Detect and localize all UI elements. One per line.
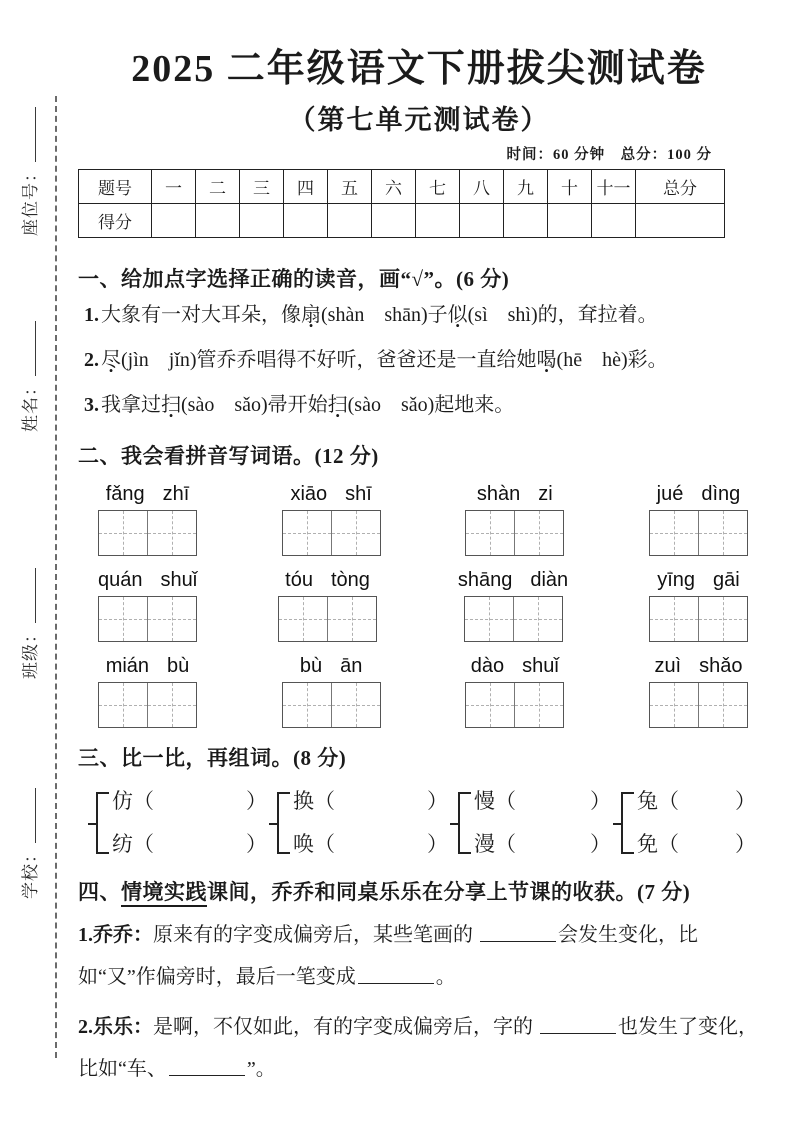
seat-number-label: 座位号： <box>21 164 40 236</box>
pinyin-syllable: bù <box>167 654 190 677</box>
score-cell[interactable] <box>592 203 636 237</box>
pinyin-label <box>285 569 370 592</box>
writing-cell[interactable] <box>99 511 147 555</box>
text-run: (sào sǎo)帚开始 <box>181 393 328 416</box>
pinyin-syllable: tòng <box>330 568 370 591</box>
compare-character: 漫 <box>474 831 495 856</box>
question-number: 1. <box>84 303 99 326</box>
answer-blank[interactable] <box>540 1030 616 1034</box>
pinyin-syllable: xiāo <box>290 482 328 505</box>
text-run: 会发生变化，比如“又”作偏旁时，最后一笔变成 <box>78 924 698 989</box>
pinyin-word-group <box>465 655 564 728</box>
writing-cell[interactable] <box>650 511 698 555</box>
answer-blank[interactable] <box>480 938 556 942</box>
writing-cell[interactable] <box>331 511 380 555</box>
fold-dashed-line <box>55 96 57 1058</box>
text-run: (shàn shān)子 <box>321 303 448 326</box>
text-run: 课间，乔乔和同桌乐乐在分享上节课的收获。(7 分) <box>207 880 691 905</box>
score-table-col-header: 四 <box>284 169 328 203</box>
answer-space[interactable] <box>516 844 590 845</box>
pinyin-label <box>657 483 741 506</box>
character-writing-grid <box>465 682 564 728</box>
pinyin-word-group <box>649 569 748 642</box>
answer-space[interactable] <box>679 844 735 845</box>
writing-cell[interactable] <box>99 683 147 727</box>
paper-content <box>78 0 760 1090</box>
exam-time-score-info: 时间：60 分钟 总分：100 分 <box>506 146 712 163</box>
writing-cell[interactable] <box>147 683 196 727</box>
question-item <box>84 338 760 383</box>
answer-blank[interactable] <box>358 980 434 984</box>
paren-open: （ <box>658 831 679 856</box>
answer-space[interactable] <box>516 801 590 802</box>
paren-open: （ <box>314 831 335 856</box>
section-3-groups <box>88 788 756 859</box>
score-table-col-header: 一 <box>152 169 196 203</box>
writing-cell[interactable] <box>650 683 698 727</box>
score-cell[interactable] <box>196 203 240 237</box>
score-cell[interactable] <box>372 203 416 237</box>
dialogue-item <box>78 1006 760 1090</box>
pinyin-syllable: diàn <box>530 568 569 591</box>
school-field <box>16 788 41 899</box>
writing-cell[interactable] <box>698 683 747 727</box>
pinyin-label <box>290 483 371 506</box>
student-name-write-line[interactable] <box>31 321 36 376</box>
dotted-character: 扫 <box>327 393 348 416</box>
section-3-compare-words <box>78 742 760 859</box>
compare-word-row <box>637 788 756 815</box>
pinyin-syllable: shàn <box>476 482 521 505</box>
pinyin-label <box>458 569 568 592</box>
left-brace <box>96 792 109 855</box>
character-writing-grid <box>464 596 563 642</box>
seat-number-write-line[interactable] <box>31 107 36 162</box>
writing-cell[interactable] <box>466 511 514 555</box>
character-writing-grid <box>278 596 377 642</box>
writing-cell[interactable] <box>147 511 196 555</box>
pinyin-grid-row <box>98 655 748 728</box>
dialogue-item <box>78 914 760 998</box>
paren-open: （ <box>314 788 335 813</box>
text-run: 。 <box>435 966 456 989</box>
pinyin-syllable: shāng <box>457 568 513 591</box>
answer-space[interactable] <box>335 801 427 802</box>
writing-cell[interactable] <box>283 511 331 555</box>
pinyin-syllable: gāi <box>713 568 740 591</box>
writing-cell[interactable] <box>513 597 562 641</box>
text-run: (hē hè)彩。 <box>556 348 668 371</box>
answer-space[interactable] <box>154 801 246 802</box>
pinyin-syllable: zuì <box>654 654 682 677</box>
left-brace <box>458 792 471 855</box>
paren-open: （ <box>133 788 154 813</box>
compare-character: 免 <box>637 831 658 856</box>
pinyin-syllable: shī <box>345 482 372 505</box>
dotted-character: 似 <box>447 303 468 326</box>
score-cell[interactable] <box>548 203 592 237</box>
compare-word-column <box>637 788 756 859</box>
compare-word-row <box>474 831 611 858</box>
score-table-col-header: 七 <box>416 169 460 203</box>
character-writing-grid <box>649 682 748 728</box>
pinyin-syllable: ān <box>340 654 363 677</box>
student-name-label: 姓名： <box>21 378 40 432</box>
character-writing-grid <box>649 596 748 642</box>
section-2-pinyin-writing <box>78 440 760 728</box>
character-writing-grid <box>98 682 197 728</box>
writing-cell[interactable] <box>466 683 514 727</box>
compare-word-row <box>474 788 611 815</box>
score-table-header-row <box>79 169 725 203</box>
compare-character: 换 <box>293 788 314 813</box>
pinyin-word-group <box>458 569 568 642</box>
score-cell[interactable] <box>284 203 328 237</box>
text-run: 也发生了变化，比如“车、 <box>78 1016 758 1081</box>
pinyin-syllable: zi <box>538 482 553 505</box>
seat-number-field <box>16 107 41 236</box>
compare-word-column <box>112 788 267 859</box>
score-cell[interactable] <box>240 203 284 237</box>
speaker-name: 2.乐乐： <box>78 1016 153 1039</box>
pinyin-syllable: dìng <box>701 482 741 505</box>
pinyin-label <box>106 483 190 506</box>
section-4-items <box>78 914 760 1090</box>
character-writing-grid <box>649 510 748 556</box>
pinyin-syllable: shuǐ <box>160 568 198 591</box>
score-table-col-header: 六 <box>372 169 416 203</box>
paren-close: ） <box>246 831 267 856</box>
paren-close: ） <box>590 831 611 856</box>
pinyin-word-group <box>649 483 748 556</box>
paren-close: ） <box>590 788 611 813</box>
score-table-col-header: 十一 <box>592 169 636 203</box>
class-field <box>16 568 41 679</box>
question-number-label: 题号 <box>79 169 152 203</box>
score-label: 得分 <box>79 203 152 237</box>
compare-word-row <box>637 831 756 858</box>
character-writing-grid <box>98 596 197 642</box>
paren-close: ） <box>735 831 756 856</box>
writing-cell[interactable] <box>465 597 513 641</box>
writing-cell[interactable] <box>147 597 196 641</box>
dotted-character: 尽 <box>101 348 121 371</box>
writing-cell[interactable] <box>283 683 331 727</box>
dotted-character: 扇 <box>301 303 321 326</box>
answer-space[interactable] <box>154 844 246 845</box>
pinyin-label <box>106 655 190 678</box>
section-4-heading <box>78 876 760 906</box>
compare-character: 慢 <box>474 788 495 813</box>
score-table-col-header: 二 <box>196 169 240 203</box>
compare-word-row <box>293 831 448 858</box>
question-item <box>84 383 760 428</box>
pinyin-syllable: shǎo <box>699 654 743 677</box>
pinyin-label <box>471 655 559 678</box>
compare-word-group <box>613 788 756 859</box>
section-1-heading: 一、给加点字选择正确的读音，画“√”。(6 分) <box>78 266 510 291</box>
score-cell[interactable] <box>152 203 196 237</box>
paren-close: ） <box>735 788 756 813</box>
compare-word-row <box>112 831 267 858</box>
score-cell[interactable] <box>636 203 725 237</box>
compare-word-column <box>474 788 611 859</box>
compare-character: 唤 <box>293 831 314 856</box>
score-table-col-header: 五 <box>328 169 372 203</box>
paren-close: ） <box>246 788 267 813</box>
pinyin-syllable: bù <box>299 654 323 677</box>
text-run: ”。 <box>246 1058 276 1081</box>
pinyin-syllable: yīng <box>657 568 696 591</box>
speaker-name: 1.乔乔： <box>78 924 153 947</box>
answer-blank[interactable] <box>169 1072 245 1076</box>
writing-cell[interactable] <box>698 511 747 555</box>
pinyin-syllable: dào <box>470 654 505 677</box>
pinyin-word-group <box>465 483 564 556</box>
left-brace <box>277 792 290 855</box>
pinyin-label <box>477 483 553 506</box>
pinyin-syllable: mián <box>105 654 150 677</box>
pinyin-label <box>657 569 740 592</box>
answer-space[interactable] <box>679 801 735 802</box>
section-3-heading: 三、比一比，再组词。(8 分) <box>78 745 347 770</box>
compare-character: 仿 <box>112 788 133 813</box>
writing-cell[interactable] <box>279 597 327 641</box>
text-run: (jìn jǐn)管乔乔唱得不好听，爸爸还是一直给她 <box>121 348 537 371</box>
character-writing-grid <box>282 510 381 556</box>
section-1-pronunciation <box>78 263 760 428</box>
writing-cell[interactable] <box>331 683 380 727</box>
pinyin-syllable: jué <box>656 482 684 505</box>
left-brace <box>621 792 634 855</box>
text-run: 四、 <box>78 880 121 905</box>
pinyin-syllable: fǎng <box>105 482 145 505</box>
pinyin-grid-row <box>98 569 748 642</box>
compare-word-group <box>269 788 448 859</box>
score-table-col-header: 九 <box>504 169 548 203</box>
pinyin-word-group <box>278 569 377 642</box>
school-write-line[interactable] <box>31 788 36 843</box>
school-label: 学校： <box>21 845 40 899</box>
paren-close: ） <box>427 831 448 856</box>
text-run: 是啊，不仅如此，有的字变成偏旁后，字的 <box>153 1016 538 1039</box>
class-label: 班级： <box>21 625 40 679</box>
compare-word-row <box>293 788 448 815</box>
compare-word-group <box>450 788 611 859</box>
paren-close: ） <box>427 788 448 813</box>
score-table-col-header: 总分 <box>636 169 725 203</box>
section-4-situation-practice <box>78 876 760 1090</box>
writing-cell[interactable] <box>514 511 563 555</box>
score-cell[interactable] <box>416 203 460 237</box>
compare-word-row <box>112 788 267 815</box>
pinyin-label <box>300 655 363 678</box>
score-table <box>78 169 725 238</box>
question-number: 2. <box>84 348 99 371</box>
text-run: (sào sǎo)起地来。 <box>347 393 515 416</box>
pinyin-label <box>654 655 742 678</box>
writing-cell[interactable] <box>514 683 563 727</box>
text-run: (sì shì)的，耷拉着。 <box>467 303 658 326</box>
writing-cell[interactable] <box>650 597 698 641</box>
dotted-character: 扫 <box>161 393 181 416</box>
writing-cell[interactable] <box>327 597 376 641</box>
section-2-grid-rows <box>78 483 760 728</box>
text-run: 原来有的字变成偏旁后，某些笔画的 <box>153 924 478 947</box>
student-name-field <box>16 321 41 432</box>
paren-open: （ <box>495 788 516 813</box>
score-cell[interactable] <box>460 203 504 237</box>
compare-character: 纺 <box>112 831 133 856</box>
score-cell[interactable] <box>504 203 548 237</box>
compare-word-column <box>293 788 448 859</box>
pinyin-grid-row <box>98 483 748 556</box>
score-table-col-header: 十 <box>548 169 592 203</box>
page-subtitle: （第七单元测试卷） <box>288 104 550 135</box>
paren-open: （ <box>658 788 679 813</box>
text-run: 大象有一对大耳朵，像 <box>101 303 301 326</box>
score-table-score-row <box>79 203 725 237</box>
character-writing-grid <box>98 510 197 556</box>
question-number: 3. <box>84 393 99 416</box>
text-run: 我拿过 <box>101 393 161 416</box>
pinyin-word-group <box>282 483 381 556</box>
compare-word-group <box>88 788 267 859</box>
pinyin-word-group <box>98 655 197 728</box>
pinyin-syllable: shuǐ <box>522 654 559 677</box>
compare-character: 兔 <box>637 788 658 813</box>
pinyin-word-group <box>98 569 197 642</box>
question-item <box>84 293 760 338</box>
writing-cell[interactable] <box>99 597 147 641</box>
section-2-heading: 二、我会看拼音写词语。(12 分) <box>78 443 379 468</box>
character-writing-grid <box>282 682 381 728</box>
section-1-items <box>78 293 760 428</box>
pinyin-syllable: tóu <box>285 568 313 591</box>
score-table-col-header: 八 <box>460 169 504 203</box>
answer-space[interactable] <box>335 844 427 845</box>
paren-open: （ <box>133 831 154 856</box>
paren-open: （ <box>495 831 516 856</box>
page-title: 2025 二年级语文下册拔尖测试卷 <box>131 48 707 90</box>
underlined-phrase: 情境实践 <box>121 880 207 907</box>
pinyin-word-group <box>282 655 381 728</box>
pinyin-label <box>98 569 197 592</box>
class-write-line[interactable] <box>31 568 36 623</box>
pinyin-syllable: quán <box>98 568 143 591</box>
score-table-col-header: 三 <box>240 169 284 203</box>
pinyin-syllable: zhī <box>162 482 190 505</box>
pinyin-word-group <box>98 483 197 556</box>
writing-cell[interactable] <box>698 597 747 641</box>
dotted-character: 喝 <box>536 348 557 371</box>
character-writing-grid <box>465 510 564 556</box>
pinyin-word-group <box>649 655 748 728</box>
score-cell[interactable] <box>328 203 372 237</box>
